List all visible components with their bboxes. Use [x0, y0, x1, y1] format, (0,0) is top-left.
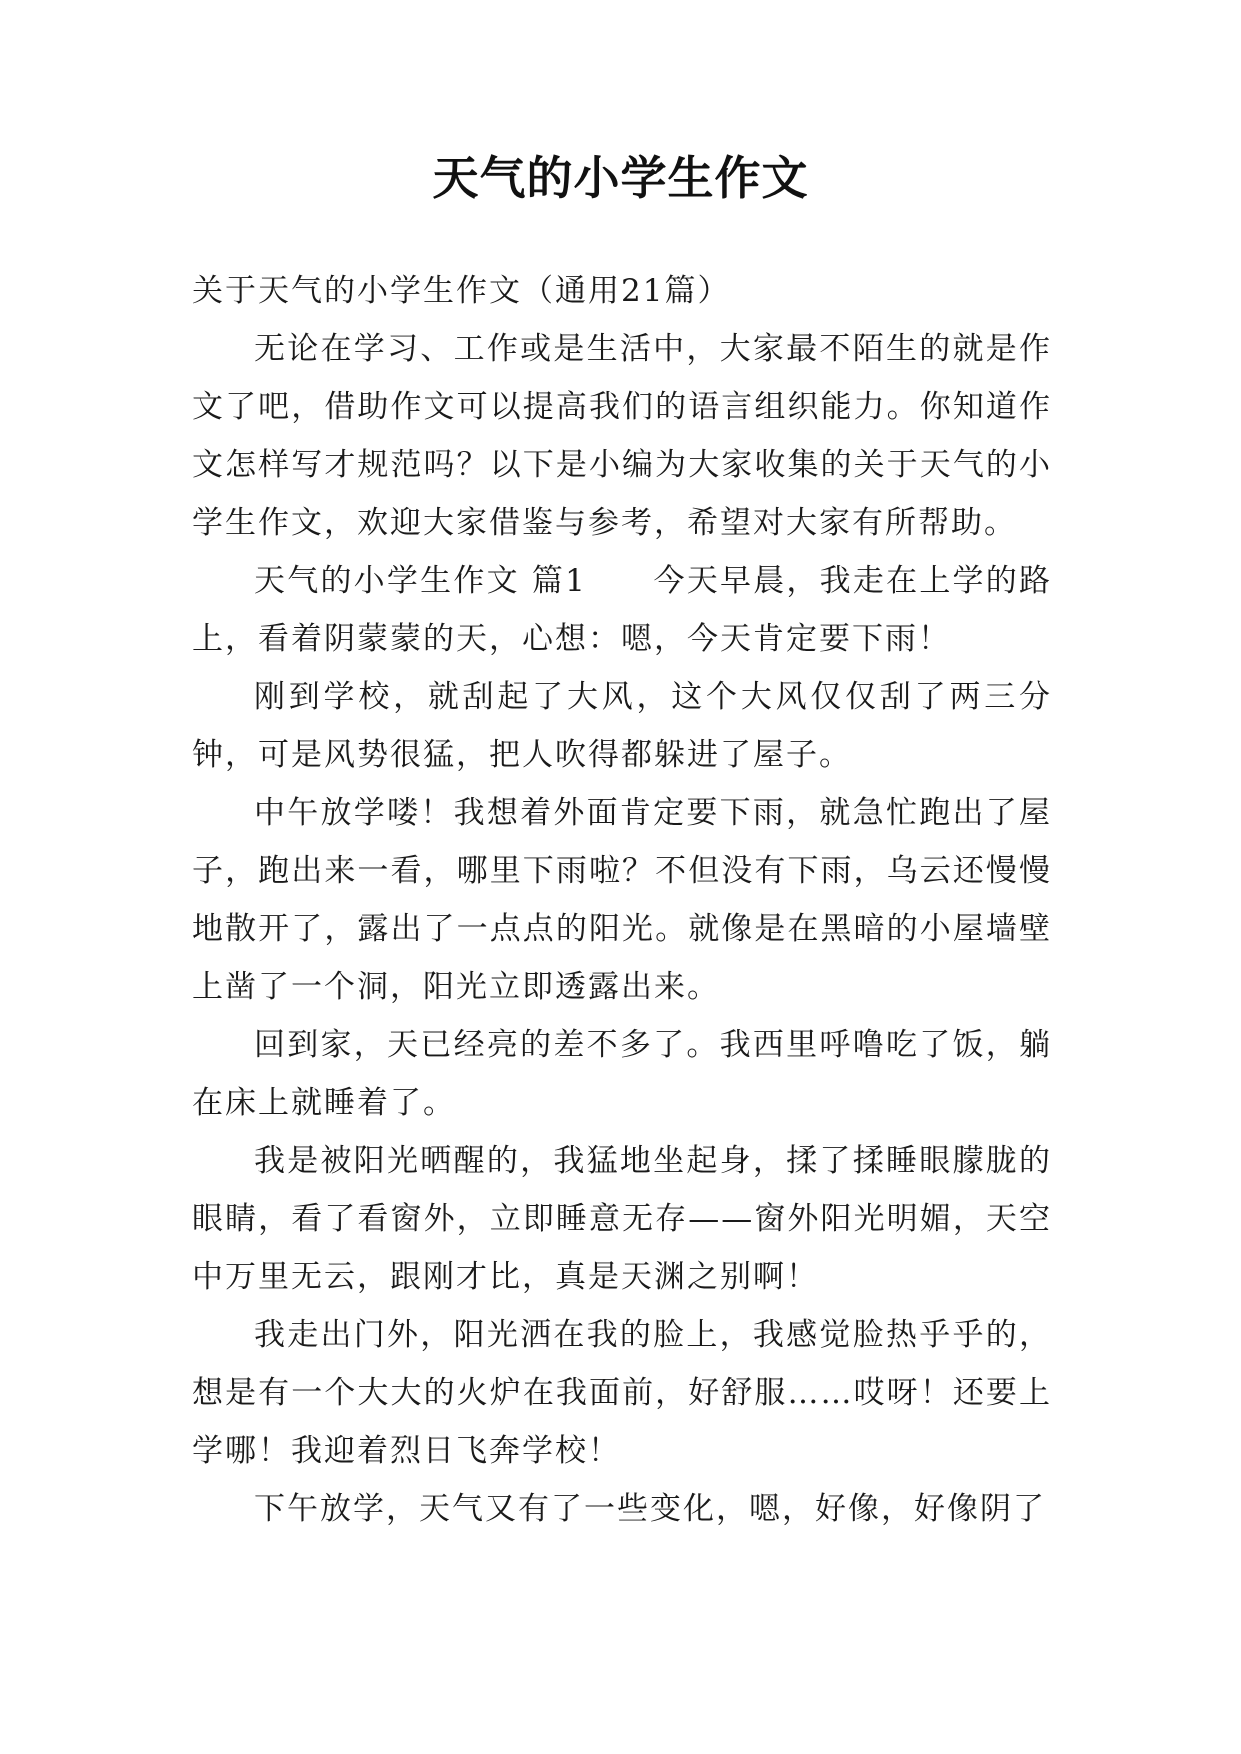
document-body	[192, 262, 1052, 1538]
paragraph: 中午放学喽！我想着外面肯定要下雨，就急忙跑出了屋子，跑出来一看，哪里下雨啦？不但没有下雨，乌云还慢慢地散开了，露出了一点点的阳光。就像是在黑暗的小屋墙壁上凿了一个洞，阳光立即透露出来。	[192, 795, 1052, 1005]
document-title: 天气的小学生作文	[432, 151, 809, 205]
paragraph-intro: 无论在学习、工作或是生活中，大家最不陌生的就是作文了吧，借助作文可以提高我们的语言组织能力。你知道作文怎样写才规范吗？以下是小编为大家收集的关于天气的小学生作文，欢迎大家借鉴与参考，希望对大家有所帮助。	[192, 331, 1052, 541]
paragraph: 回到家，天已经亮的差不多了。我西里呼噜吃了饭，躺在床上就睡着了。	[192, 1027, 1052, 1121]
paragraph: 下午放学，天气又有了一些变化，嗯，好像，好像阴了	[254, 1491, 1046, 1527]
paragraph: 刚到学校，就刮起了大风，这个大风仅仅刮了两三分钟，可是风势很猛，把人吹得都躲进了屋子。	[192, 679, 1052, 773]
paragraph-essay-1-heading: 天气的小学生作文 篇1 今天早晨，我走在上学的路上，看着阴蒙蒙的天，心想：嗯，今天肯定要下雨！	[192, 563, 1052, 657]
document-subtitle: 关于天气的小学生作文（通用21篇）	[192, 273, 731, 309]
paragraph: 我走出门外，阳光洒在我的脸上，我感觉脸热乎乎的，想是有一个大大的火炉在我面前，好舒服……哎呀！还要上学哪！我迎着烈日飞奔学校！	[192, 1317, 1052, 1469]
paragraph: 我是被阳光晒醒的，我猛地坐起身，揉了揉睡眼朦胧的眼睛，看了看窗外，立即睡意无存——窗外阳光明媚，天空中万里无云，跟刚才比，真是天渊之别啊！	[192, 1143, 1052, 1295]
